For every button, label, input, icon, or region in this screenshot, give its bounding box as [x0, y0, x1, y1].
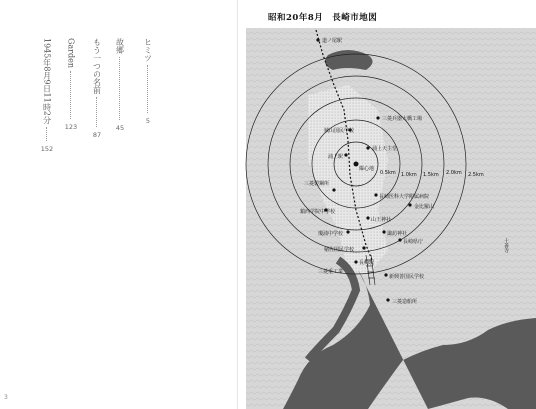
page-number: 3 — [4, 394, 8, 401]
ring-label: 2.5km — [468, 172, 484, 178]
place-label: 諏訪神社 — [387, 231, 408, 237]
place-label: 浦上駅 — [328, 154, 344, 160]
toc-entry[interactable] — [90, 38, 104, 140]
place-label: 長崎医科大学附属病院 — [379, 194, 430, 200]
hypocenter-marker — [354, 162, 359, 167]
place-label: 三菱重工業 — [318, 269, 344, 275]
toc-entry[interactable] — [113, 38, 127, 133]
toc-leader — [46, 127, 48, 141]
toc-entry[interactable] — [40, 38, 54, 154]
place-label: 浦上天主堂 — [372, 146, 398, 152]
toc-entry-page: 87 — [92, 131, 102, 139]
place-label: 山王神社 — [371, 217, 392, 223]
place-label: 稲佐国民学校 — [324, 247, 355, 253]
toc-entry-title: Garden — [66, 38, 76, 68]
place-label: 三菱兵器大橋工場 — [382, 116, 423, 122]
toc-entry-title: もう一つの名前 — [92, 38, 102, 94]
map-page — [238, 0, 536, 409]
place-label: 十善寺 — [503, 238, 509, 253]
toc-leader — [119, 57, 121, 120]
toc-leader — [96, 97, 98, 127]
place-label: 道ノ尾駅 — [322, 38, 343, 44]
toc-entry-title: 1945年8月9日11時2分 — [42, 38, 52, 124]
toc-entry-title: 故郷 — [115, 38, 125, 54]
place-label: 金比羅山 — [414, 204, 435, 210]
ring-label: 2.0km — [446, 170, 462, 176]
place-label: 城山国民学校 — [324, 128, 355, 134]
place-label: 長崎駅 — [359, 260, 375, 266]
ring-label: 1.0km — [401, 172, 417, 178]
map-title: 昭和20年8月 長崎市地図 — [268, 13, 378, 23]
place-label: 三菱造船所 — [392, 299, 418, 305]
toc-entry-page: 5 — [145, 117, 151, 125]
toc-entry-page: 152 — [40, 144, 54, 153]
place-label: 長崎県庁 — [403, 239, 424, 245]
toc-entry-page: 123 — [64, 123, 78, 131]
toc-leader — [147, 65, 149, 113]
place-label: 新興善国民学校 — [389, 274, 425, 280]
toc-entry[interactable] — [141, 38, 155, 126]
map-illustration — [238, 0, 536, 409]
toc-entry-title: ヒミツ — [143, 38, 153, 62]
place-label: 鎮西学院中学校 — [300, 209, 336, 215]
place-label: 瓊浦中学校 — [318, 231, 344, 237]
toc-leader — [70, 71, 72, 119]
place-label: 爆心地 — [359, 166, 375, 172]
place-label: 三菱製鋼所 — [304, 181, 330, 187]
contents-page — [0, 0, 237, 409]
ring-label: 0.5km — [380, 170, 396, 176]
toc-entry[interactable] — [64, 38, 78, 132]
toc-entry-page: 45 — [115, 124, 125, 132]
ring-label: 1.5km — [423, 172, 439, 178]
